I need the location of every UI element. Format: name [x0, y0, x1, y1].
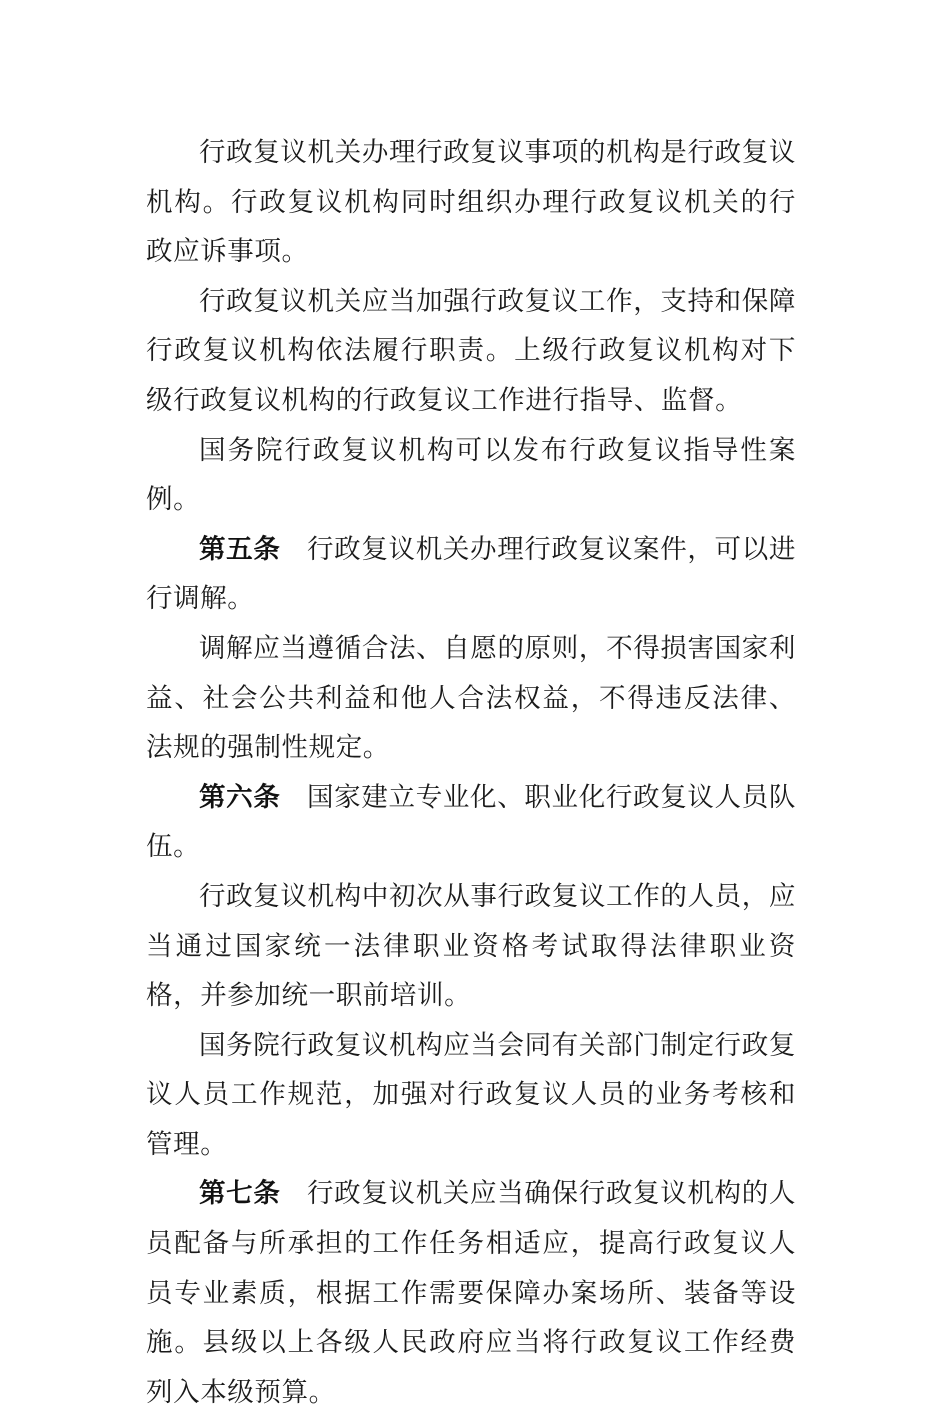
paragraph-text: 国务院行政复议机构可以发布行政复议指导性案例。: [146, 434, 796, 516]
article-7: [146, 1169, 796, 1417]
paragraph: [146, 426, 796, 525]
paragraph: [146, 1021, 796, 1170]
paragraph: [146, 277, 796, 426]
article-6: [146, 773, 796, 872]
paragraph-text: 国务院行政复议机构应当会同有关部门制定行政复议人员工作规范，加强对行政复议人员的业务考核和管理。: [146, 1029, 796, 1160]
paragraph: [146, 128, 796, 277]
paragraph-text: 行政复议机关应当确保行政复议机构的人员配备与所承担的工作任务相适应，提高行政复议人员专业素质，根据工作需要保障办案场所、装备等设施。县级以上各级人民政府应当将行政复议工作经费列入本级预算。: [146, 1178, 796, 1408]
paragraph-text: 行政复议机构中初次从事行政复议工作的人员，应当通过国家统一法律职业资格考试取得法律职业资格，并参加统一职前培训。: [146, 880, 796, 1012]
paragraph: [146, 624, 796, 773]
paragraph: [146, 872, 796, 1021]
article-number: 第六条: [199, 781, 281, 813]
paragraph-text: 调解应当遵循合法、自愿的原则，不得损害国家利益、社会公共利益和他人合法权益，不得违反法律、法规的强制性规定。: [146, 632, 796, 764]
document-body: [146, 128, 796, 1417]
paragraph-text: 行政复议机关办理行政复议事项的机构是行政复议机构。行政复议机构同时组织办理行政复议机关的行政应诉事项。: [146, 137, 796, 268]
paragraph-text: 行政复议机关办理行政复议案件，可以进行调解。: [146, 533, 796, 615]
article-number: 第五条: [199, 533, 281, 565]
article-number: 第七条: [199, 1178, 281, 1210]
article-5: [146, 525, 796, 624]
paragraph-text: 国家建立专业化、职业化行政复议人员队伍。: [146, 781, 796, 863]
paragraph-text: 行政复议机关应当加强行政复议工作，支持和保障行政复议机构依法履行职责。上级行政复议机构对下级行政复议机构的行政复议工作进行指导、监督。: [146, 285, 796, 416]
